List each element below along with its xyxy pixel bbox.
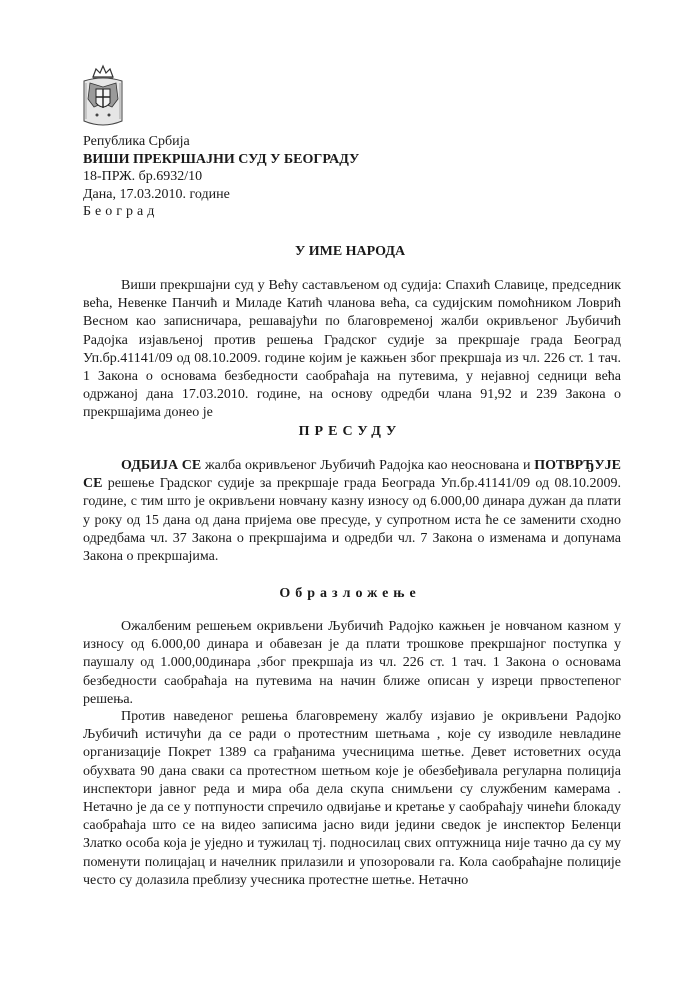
- verdict-heading: ПРЕСУДУ: [298, 424, 402, 439]
- case-number: 18-ПРЖ. бр.6932/10: [83, 169, 203, 184]
- in-the-name-of-people-heading: У ИМЕ НАРОДА: [294, 244, 406, 259]
- verdict-confirm-phrase: ПОТВРЂУЈЕ СЕ: [83, 458, 622, 492]
- reasoning-heading: Образложење: [279, 586, 421, 601]
- serbian-coat-of-arms-icon: [78, 63, 128, 131]
- verdict-reject-phrase: ОДБИЈА СЕ: [121, 458, 202, 473]
- document-date: Дана, 17.03.2010. године: [83, 186, 230, 202]
- reasoning-paragraph-1: Ожалбеним решењем окривљени Љубичић Радојко кажњен је новчаном казном у износу од 6.000,00 динара и обавезан је да плати трошкове прекршајног поступка у паушалу од 1.000,00динара ,због прекршаја из чл. 226 ст. 1 тач. 1 Закона о основама безбедности саобраћаја на путевима на начин ближе описан у изреци првостепеног решења.: [83, 619, 621, 707]
- verdict-paragraph: [83, 457, 621, 566]
- court-name: ВИШИ ПРЕКРШАЈНИ СУД У БЕОГРАДУ: [83, 151, 360, 167]
- verdict-text-2: решење Градског судије за прекршаје града Београда Уп.бр.41141/09 од 08.10.2009. године, с тим што је окривљени новчану казну износу од 6.000,00 динара дужан да плати у року од 15 дана од дана пријема ове пресуде, у супротном иста ће се заменити сходно одредбама чл. 37 Закона о прекршајима и одредби чл. 7 Закона о изменама и допунама Закона о прекршајима.: [83, 476, 621, 565]
- city-name: Београд: [83, 204, 159, 219]
- reasoning-paragraph-2: Против наведеног решења благовремену жалбу изјавио је окривљени Радојко Љубичић истичући да се ради о протестним шетњама , које су изводиле невладине организације Покрет 1389 са грађанима учесницима шетње. Девет истоветних осуда обухвата 90 дана сваки са протестном шетњом које је обезбеђивала регуларна полиција инспектори јавног реда и мира оба дела скупа снимљени су службеним камерама . Нетачно је да се у потпуности спречило одвијање и кретање у саобраћају чинећи блокаду саобраћаја што се на видео записима јасно види једини сведок је инспектор Беленци Златко особа која је уједно и тужилац тј. подносилац свих оптужница није тачно да су му поменути полицајац и начелник прилазили и упозоровали га. Кола саобраћајне полиције често су долазила преблизу учесника протестне шетње. Нетачно: [83, 709, 621, 888]
- republic-name: Република Србија: [83, 134, 190, 149]
- court-header: [83, 133, 359, 221]
- verdict-text-1: жалба окривљеног Љубичић Радојка као неоснована и: [201, 458, 535, 473]
- intro-paragraph: Виши прекршајни суд у Већу састављеном од судија: Спахић Славице, председник већа, Невенке Панчић и Миладе Катић чланова већа, са судијским помоћником Ловрић Весном као записничара, решавајући по благовременој жалби окривљеног Љубичић Радојка изјављеној против решења Градског судије за прекршаје града Београд Уп.бр.41141/09 од 08.10.2009. године којим је кажњен због прекршаја из чл. 226 ст. 1 тач. 1 Закона о основама безбедности саобраћаја на путевима, у нејавној седници већа одржаној дана 17.03.2010. године, на основу одредби члана 91,92 и 239 Закона о прекршајима донео је: [83, 278, 621, 421]
